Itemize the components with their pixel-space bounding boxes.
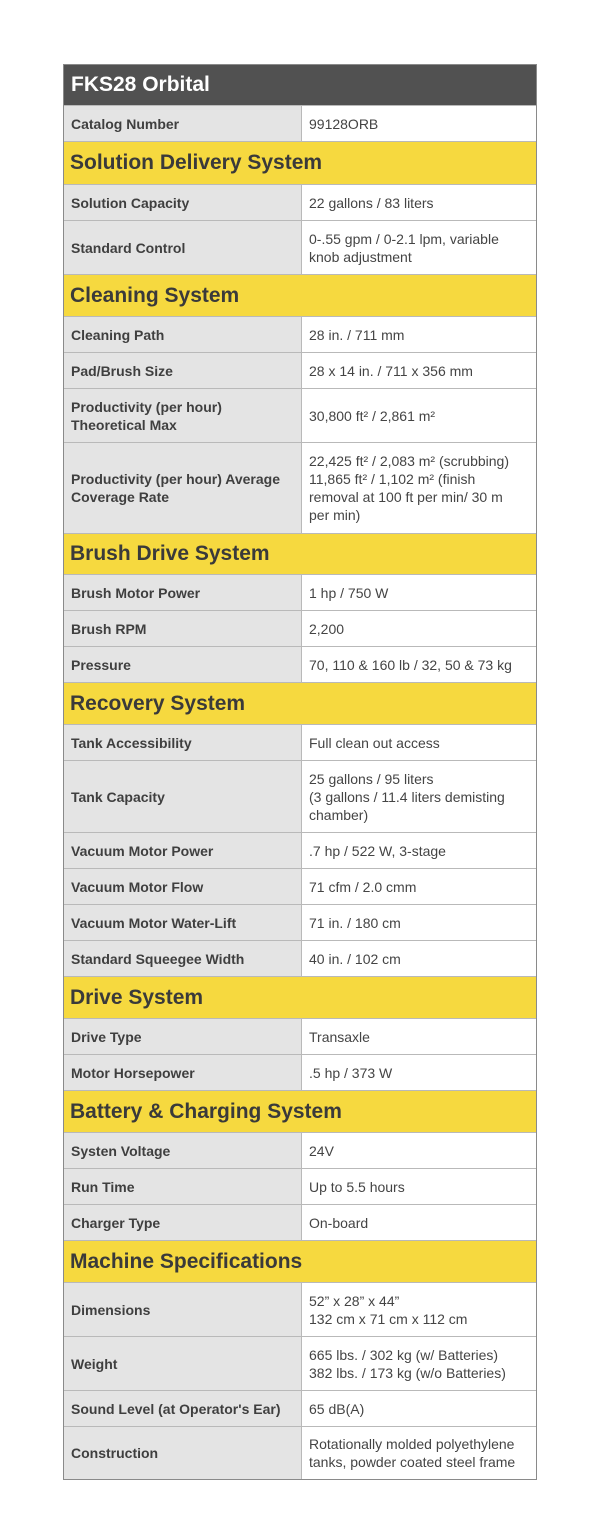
spec-table <box>63 64 537 1480</box>
table-row <box>64 1282 536 1336</box>
row-label: Tank Capacity <box>64 761 301 832</box>
row-label: Standard Squeegee Width <box>64 941 301 976</box>
table-row <box>64 868 536 904</box>
section-heading-battery: Battery & Charging System <box>64 1090 536 1132</box>
row-label: Pressure <box>64 647 301 682</box>
row-value: 28 in. / 711 mm <box>301 317 536 352</box>
row-value: 71 cfm / 2.0 cmm <box>301 869 536 904</box>
row-label: Brush Motor Power <box>64 575 301 610</box>
row-label: Systen Voltage <box>64 1133 301 1168</box>
row-label: Run Time <box>64 1169 301 1204</box>
row-value: 665 lbs. / 302 kg (w/ Batteries) 382 lbs. / 173 kg (w/o Batteries) <box>301 1337 536 1390</box>
table-row <box>64 904 536 940</box>
row-value: 28 x 14 in. / 711 x 356 mm <box>301 353 536 388</box>
table-row <box>64 574 536 610</box>
row-value: 22,425 ft² / 2,083 m² (scrubbing) 11,865 ft² / 1,102 m² (finish removal at 100 ft per min/ 30 m per min) <box>301 443 536 533</box>
row-value: 22 gallons / 83 liters <box>301 185 536 220</box>
section-heading-solution: Solution Delivery System <box>64 141 536 184</box>
row-label: Tank Accessibility <box>64 725 301 760</box>
row-value: Transaxle <box>301 1019 536 1054</box>
row-value: 65 dB(A) <box>301 1391 536 1426</box>
row-label: Brush RPM <box>64 611 301 646</box>
row-label: Solution Capacity <box>64 185 301 220</box>
section-heading-cleaning: Cleaning System <box>64 274 536 316</box>
row-label: Charger Type <box>64 1205 301 1240</box>
row-label: Dimensions <box>64 1283 301 1336</box>
table-row <box>64 1132 536 1168</box>
row-label: Motor Horsepower <box>64 1055 301 1090</box>
row-label: Sound Level (at Operator's Ear) <box>64 1391 301 1426</box>
table-row <box>64 760 536 832</box>
row-value: 70, 110 & 160 lb / 32, 50 & 73 kg <box>301 647 536 682</box>
section-heading-recovery: Recovery System <box>64 682 536 724</box>
table-row <box>64 442 536 533</box>
row-label: Drive Type <box>64 1019 301 1054</box>
table-row <box>64 220 536 274</box>
table-row <box>64 1168 536 1204</box>
table-row <box>64 105 536 141</box>
section-heading-drive: Drive System <box>64 976 536 1018</box>
table-row <box>64 832 536 868</box>
row-value: 52” x 28” x 44” 132 cm x 71 cm x 112 cm <box>301 1283 536 1336</box>
row-value: 40 in. / 102 cm <box>301 941 536 976</box>
table-row <box>64 316 536 352</box>
table-row <box>64 1336 536 1390</box>
row-value: 99128ORB <box>301 106 536 141</box>
row-value: .5 hp / 373 W <box>301 1055 536 1090</box>
row-label: Vacuum Motor Flow <box>64 869 301 904</box>
section-heading-machine: Machine Specifications <box>64 1240 536 1282</box>
table-row <box>64 184 536 220</box>
table-row <box>64 724 536 760</box>
table-row <box>64 1018 536 1054</box>
row-label: Cleaning Path <box>64 317 301 352</box>
table-row <box>64 1426 536 1479</box>
row-value: Up to 5.5 hours <box>301 1169 536 1204</box>
row-value: 25 gallons / 95 liters (3 gallons / 11.4 liters demisting chamber) <box>301 761 536 832</box>
row-label: Construction <box>64 1427 301 1479</box>
row-value: 30,800 ft² / 2,861 m² <box>301 389 536 442</box>
row-value: 2,200 <box>301 611 536 646</box>
row-value: 71 in. / 180 cm <box>301 905 536 940</box>
table-row <box>64 388 536 442</box>
row-value: 0-.55 gpm / 0-2.1 lpm, variable knob adjustment <box>301 221 536 274</box>
table-row <box>64 940 536 976</box>
table-row <box>64 1054 536 1090</box>
row-label: Standard Control <box>64 221 301 274</box>
section-heading-brush: Brush Drive System <box>64 533 536 574</box>
table-row <box>64 1390 536 1426</box>
row-value: Rotationally molded polyethylene tanks, powder coated steel frame <box>301 1427 536 1479</box>
row-value: Full clean out access <box>301 725 536 760</box>
row-label: Pad/Brush Size <box>64 353 301 388</box>
row-label: Vacuum Motor Water-Lift <box>64 905 301 940</box>
table-row <box>64 1204 536 1240</box>
row-label: Weight <box>64 1337 301 1390</box>
table-row <box>64 610 536 646</box>
row-label: Productivity (per hour) Theoretical Max <box>64 389 301 442</box>
row-value: .7 hp / 522 W, 3-stage <box>301 833 536 868</box>
row-value: 1 hp / 750 W <box>301 575 536 610</box>
row-value: 24V <box>301 1133 536 1168</box>
table-row <box>64 352 536 388</box>
table-title: FKS28 Orbital <box>64 65 536 105</box>
row-label: Vacuum Motor Power <box>64 833 301 868</box>
row-label: Catalog Number <box>64 106 301 141</box>
row-value: On-board <box>301 1205 536 1240</box>
table-row <box>64 646 536 682</box>
row-label: Productivity (per hour) Average Coverage Rate <box>64 443 301 533</box>
